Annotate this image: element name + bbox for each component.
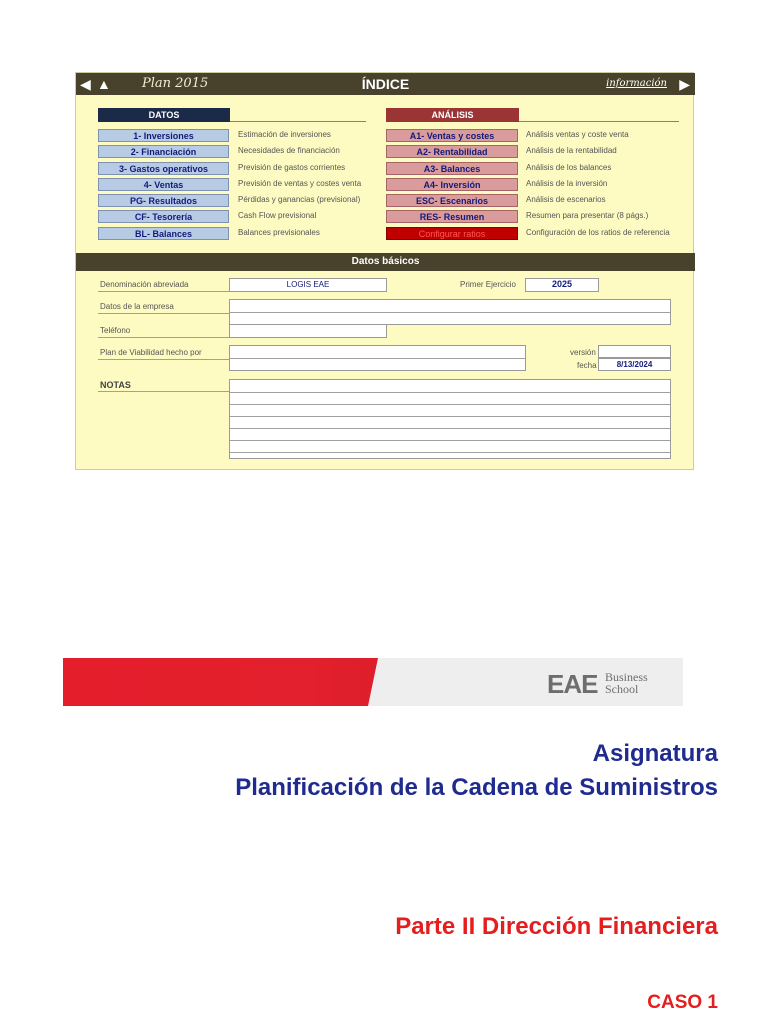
index-title: ÍNDICE (361, 76, 410, 92)
eae-logo-text (605, 671, 648, 695)
analisis-header: ANÁLISIS (386, 108, 519, 122)
version-input[interactable] (598, 345, 671, 358)
ventas-button[interactable]: 4- Ventas (98, 178, 229, 191)
notas-rule-2 (230, 404, 670, 405)
inversion-button[interactable]: A4- Inversión (386, 178, 518, 191)
primer-ejercicio-input[interactable]: 2025 (525, 278, 599, 292)
inversiones-desc: Estimación de inversiones (238, 130, 331, 139)
configurar-ratios-button[interactable]: Configurar ratios (386, 227, 518, 240)
course-title: Planificación de la Cadena de Suministros (235, 774, 718, 801)
empresa-label: Datos de la empresa (100, 302, 174, 311)
fecha-label: fecha (577, 361, 597, 370)
rentabilidad-desc: Análisis de la rentabilidad (526, 146, 617, 155)
rentabilidad-button[interactable]: A2- Rentabilidad (386, 145, 518, 158)
datos-basicos-header: Datos básicos (76, 253, 695, 271)
next-arrow-icon[interactable]: ▶ (679, 76, 690, 92)
empresa-underline (98, 313, 229, 314)
telefono-input[interactable] (229, 324, 387, 338)
previous-arrow-icon[interactable]: ◀ (80, 76, 91, 92)
resumen-button[interactable]: RES- Resumen (386, 210, 518, 223)
ventas-costes-button[interactable]: A1- Ventas y costes (386, 129, 518, 142)
empresa-input[interactable] (229, 299, 671, 325)
eae-logo-text-line2: School (605, 682, 639, 696)
telefono-label: Teléfono (100, 326, 131, 335)
plan-por-input[interactable] (229, 345, 526, 371)
balances-datos-desc: Balances previsionales (238, 228, 320, 237)
gastos-operativos-button[interactable]: 3- Gastos operativos (98, 162, 229, 175)
tesoreria-button[interactable]: CF- Tesorería (98, 210, 229, 223)
balances-analisis-button[interactable]: A3- Balances (386, 162, 518, 175)
plan-label: Plan 2015 (142, 76, 209, 91)
info-link[interactable]: información (606, 78, 667, 89)
notas-rule-5 (230, 440, 670, 441)
notas-rule-6 (230, 452, 670, 453)
denominacion-label: Denominación abreviada (100, 280, 189, 289)
datos-header-line (230, 121, 366, 122)
analisis-header-line (519, 121, 679, 122)
resultados-button[interactable]: PG- Resultados (98, 194, 229, 207)
index-top-bar (76, 73, 695, 95)
empresa-input-rule (230, 312, 670, 313)
tesoreria-desc: Cash Flow previsional (238, 211, 317, 220)
ventas-costes-desc: Análisis ventas y coste venta (526, 130, 629, 139)
notas-rule-4 (230, 428, 670, 429)
balances-datos-button[interactable]: BL- Balances (98, 227, 229, 240)
inversion-desc: Análisis de la inversión (526, 179, 608, 188)
plan-por-underline (98, 359, 229, 360)
notas-label: NOTAS (100, 380, 131, 390)
notas-rule-1 (230, 392, 670, 393)
eae-logo-text-line1: Business (605, 670, 648, 684)
eae-banner (63, 658, 683, 706)
balances-analisis-desc: Análisis de los balances (526, 163, 612, 172)
resumen-desc: Resumen para presentar (8 págs.) (526, 211, 649, 220)
primer-ejercicio-label: Primer Ejercicio (460, 280, 517, 289)
denominacion-underline (98, 291, 229, 292)
resultados-desc: Pérdidas y ganancias (previsional) (238, 195, 361, 204)
parte-title: Parte II Dirección Financiera (395, 913, 718, 940)
escenarios-button[interactable]: ESC- Escenarios (386, 194, 518, 207)
notas-rule-3 (230, 416, 670, 417)
gastos-operativos-desc: Previsión de gastos corrientes (238, 163, 346, 172)
index-panel (75, 72, 694, 470)
plan-por-input-rule (230, 358, 525, 359)
version-label: versión (570, 348, 596, 357)
plan-por-label: Plan de Viabilidad hecho por (100, 348, 202, 357)
notas-underline (98, 391, 229, 392)
ventas-desc: Previsión de ventas y costes venta (238, 179, 362, 188)
denominacion-input[interactable]: LOGIS EAE (229, 278, 387, 292)
financiacion-button[interactable]: 2- Financiación (98, 145, 229, 158)
telefono-underline (98, 337, 229, 338)
datos-header: DATOS (98, 108, 230, 122)
up-arrow-icon[interactable]: ▲ (97, 76, 111, 92)
notas-textarea[interactable] (229, 379, 671, 459)
fecha-input[interactable]: 8/13/2024 (598, 358, 671, 371)
escenarios-desc: Análisis de escenarios (526, 195, 606, 204)
asignatura-title: Asignatura (592, 740, 718, 767)
caso-title: CASO 1 (647, 992, 718, 1013)
configurar-ratios-desc: Configuración de los ratios de referencia (526, 228, 670, 237)
eae-logo-mark: EAE (547, 669, 598, 699)
inversiones-button[interactable]: 1- Inversiones (98, 129, 229, 142)
financiacion-desc: Necesidades de financiación (238, 146, 340, 155)
